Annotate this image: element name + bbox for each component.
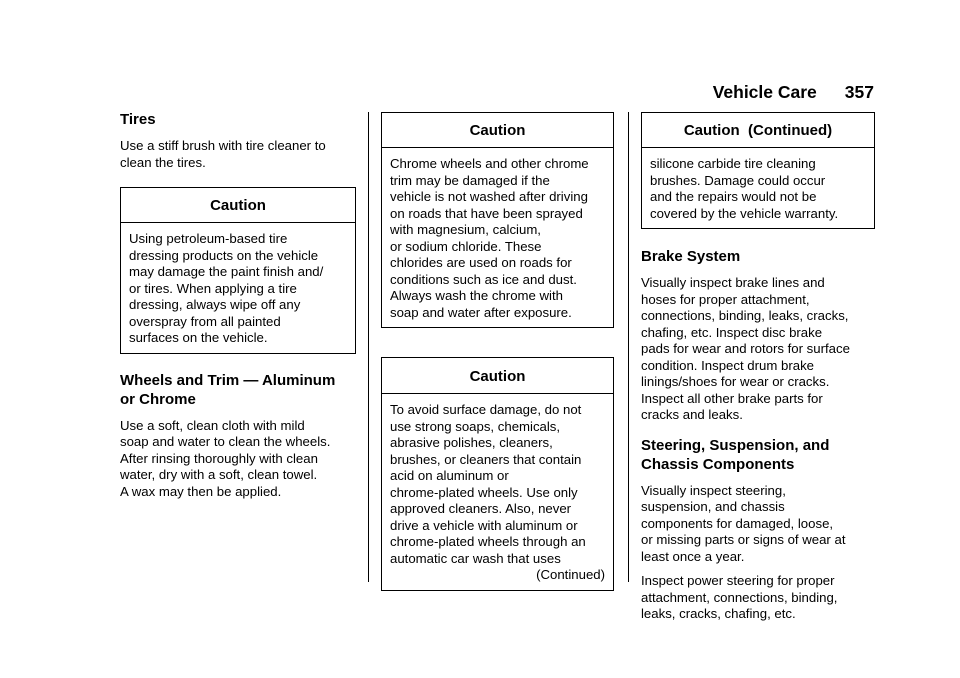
column-divider	[628, 112, 629, 582]
caution-line: chrome-plated wheels. Use only	[390, 484, 578, 500]
caution-line: or tires. When applying a tire	[129, 280, 297, 296]
caution-line: trim may be damaged if the	[390, 172, 550, 188]
caution-line: silicone carbide tire cleaning	[650, 156, 816, 171]
caution-line: abrasive polishes, cleaners,	[390, 435, 553, 450]
steering-heading-line: Steering, Suspension, and	[641, 436, 830, 454]
wheels-text	[120, 418, 356, 501]
column-divider	[368, 112, 369, 582]
brake-heading: Brake System	[641, 248, 741, 265]
caution-body	[121, 223, 355, 353]
steering-line: Visually inspect steering,	[641, 482, 786, 498]
caution-body	[642, 148, 874, 228]
column-2	[381, 112, 614, 591]
caution-line: chlorides are used on roads for	[390, 255, 572, 270]
caution-box	[120, 187, 356, 354]
tires-heading: Tires	[120, 111, 156, 128]
steering-line: components for damaged, loose,	[641, 515, 834, 531]
wheels-line: After rinsing thoroughly with clean	[120, 450, 318, 466]
caution-line: use strong soaps, chemicals,	[390, 418, 561, 434]
caution-line: dressing products on the vehicle	[129, 247, 319, 263]
caution-body	[382, 394, 613, 590]
wheels-heading	[120, 371, 356, 409]
caution-line: with magnesium, calcium,	[390, 222, 541, 237]
caution-title: Caution	[121, 188, 355, 223]
caution-line: Using petroleum-based tire	[129, 231, 288, 246]
power-line: Inspect power steering for proper	[641, 573, 835, 588]
steering-heading-line: Chassis Components	[641, 455, 795, 473]
brake-line: chafing, etc. Inspect disc brake	[641, 324, 823, 340]
steering-line: suspension, and chassis	[641, 499, 785, 514]
steering-text	[641, 483, 875, 566]
caution-line: and the repairs would not be	[650, 189, 817, 204]
power-line: attachment, connections, binding,	[641, 589, 838, 605]
caution-line: drive a vehicle with aluminum or	[390, 517, 578, 533]
caution-box-chrome	[381, 112, 614, 328]
wheels-line: Use a soft, clean cloth with mild	[120, 417, 305, 433]
steering-heading	[641, 436, 875, 474]
wheels-line: water, dry with a soft, clean towel.	[120, 467, 318, 482]
caution-title: Caution (Continued)	[642, 113, 874, 148]
section-title: Vehicle Care	[712, 82, 817, 102]
wheels-heading-line: or Chrome	[120, 390, 196, 408]
caution-line: Chrome wheels and other chrome	[390, 156, 589, 171]
column-3	[641, 112, 875, 631]
brake-line: Inspect all other brake parts for	[641, 390, 823, 406]
caution-line: or sodium chloride. These	[390, 238, 542, 254]
brake-line: linings/shoes for wear or cracks.	[641, 374, 830, 389]
page-number: 357	[844, 82, 874, 102]
column-1	[120, 110, 356, 508]
caution-line: acid on aluminum or	[390, 468, 509, 483]
caution-line: chrome-plated wheels through an	[390, 534, 586, 549]
brake-line: condition. Inspect drum brake	[641, 357, 814, 373]
caution-line: dressing, always wipe off any	[129, 297, 301, 312]
tires-text: Use a stiff brush with tire cleaner to clean the tires.	[120, 138, 326, 170]
caution-line: on roads that have been sprayed	[390, 205, 583, 221]
caution-title: Caution	[382, 113, 613, 148]
brake-line: cracks and leaks.	[641, 407, 743, 422]
wheels-heading-line: Wheels and Trim — Aluminum	[120, 371, 336, 389]
power-line: leaks, cracks, chafing, etc.	[641, 606, 796, 621]
caution-line: Always wash the chrome with	[390, 288, 563, 303]
caution-box-continued	[641, 112, 875, 229]
caution-body	[382, 148, 613, 327]
brake-line: connections, binding, leaks, cracks,	[641, 308, 849, 323]
continued-label: (Continued)	[536, 567, 605, 582]
caution-title: Caution	[382, 358, 613, 394]
caution-line: To avoid surface damage, do not	[390, 402, 582, 417]
brake-text	[641, 275, 875, 424]
caution-line: approved cleaners. Also, never	[390, 501, 572, 516]
caution-line: overspray from all painted	[129, 313, 281, 329]
caution-line: brushes. Damage could occur	[650, 172, 826, 188]
power-steering-text	[641, 573, 875, 623]
brake-line: Visually inspect brake lines and	[641, 275, 825, 290]
caution-line: automatic car wash that uses	[390, 550, 561, 566]
caution-line: covered by the vehicle warranty.	[650, 205, 839, 221]
wheels-line: A wax may then be applied.	[120, 483, 282, 499]
steering-line: or missing parts or signs of wear at	[641, 532, 846, 547]
caution-line: vehicle is not washed after driving	[390, 189, 588, 204]
steering-line: least once a year.	[641, 548, 745, 564]
page-header	[713, 82, 874, 103]
caution-line: surfaces on the vehicle.	[129, 330, 268, 345]
brake-line: pads for wear and rotors for surface	[641, 341, 850, 356]
caution-line: may damage the paint finish and/	[129, 264, 324, 279]
brake-line: hoses for proper attachment,	[641, 291, 810, 307]
caution-line: soap and water after exposure.	[390, 304, 572, 320]
wheels-line: soap and water to clean the wheels.	[120, 434, 331, 449]
caution-box-surface	[381, 357, 614, 591]
caution-line: brushes, or cleaners that contain	[390, 451, 582, 467]
caution-line: conditions such as ice and dust.	[390, 271, 577, 287]
